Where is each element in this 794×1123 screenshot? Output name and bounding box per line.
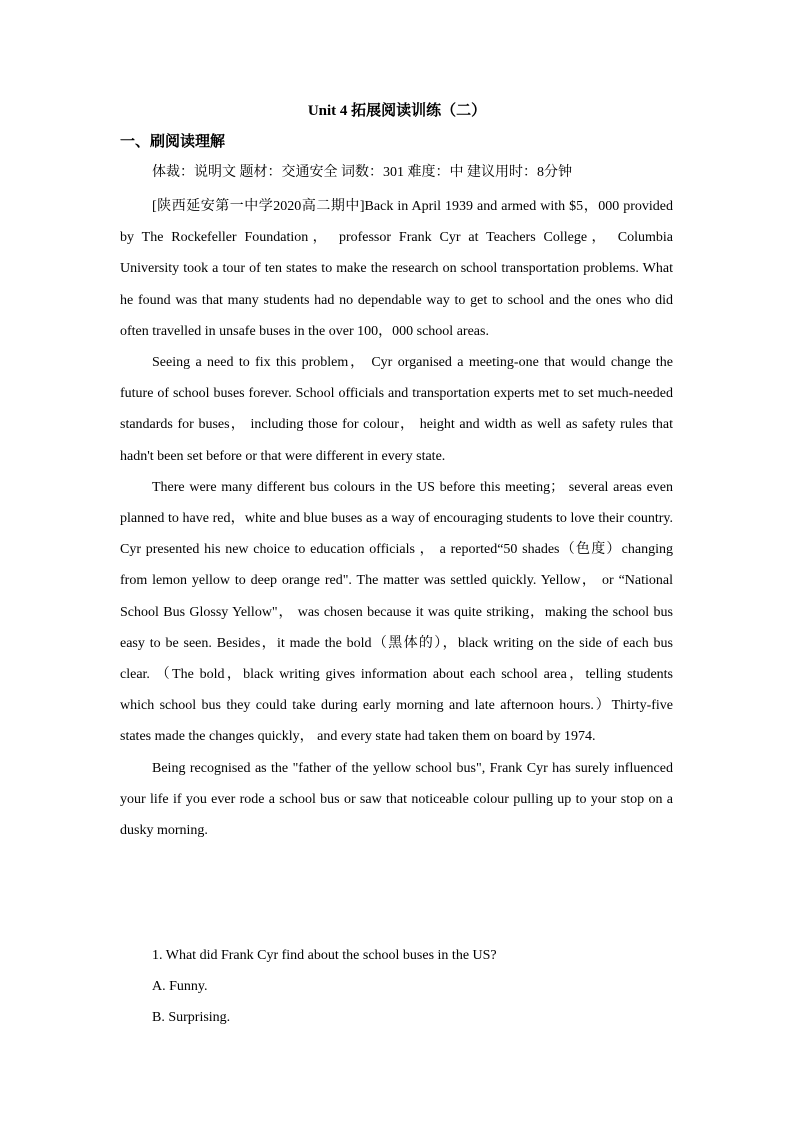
question-option-a: A. Funny. — [152, 979, 208, 995]
document-title: Unit 4 拓展阅读训练（二） — [307, 103, 487, 119]
section-heading: 一、刷阅读理解 — [120, 134, 226, 150]
reading-passage — [120, 191, 673, 846]
passage-paragraph-2: Seeing a need to fix this problem， Cyr organised a meeting-one that would change the future of school buses forever. School officials and transportation experts met to set much-needed standards for buses， including those for colour， height and width as well as safety rules that hadn't been set before or that were different in every state. — [120, 355, 673, 464]
passage-paragraph-3: There were many different bus colours in the US before this meeting； several areas even planned to have red，white and blue buses as a way of encouraging students to love their country. Cyr presented his new choice to education officials ， a reported“50 shades（色度）changing from lemon yellow to deep orange red". The matter was settled quickly. Yellow， or “National School Bus Glossy Yellow"， was chosen because it was quite striking，making the school bus easy to be seen. Besides，it made the bold（黑体的），black writing on the side of each bus clear. （The bold，black writing gives information about each school area，telling students which school bus they could take during early morning and late afternoon hours.）Thirty-five states made the changes quickly， and every state had taken them on board by 1974. — [120, 479, 673, 745]
question-option-b: B. Surprising. — [152, 1010, 231, 1026]
question-block — [152, 940, 497, 1034]
question-stem: 1. What did Frank Cyr find about the school buses in the US? — [152, 948, 497, 963]
passage-paragraph-1: [陕西延安第一中学2020高二期中]Back in April 1939 and armed with $5，000 provided by The Rockefeller Foundation， professor Frank Cyr at Teachers College， Columbia University took a tour of ten states to make the research on school transportation problems. What he found was that many students had no dependable way to get to school and the ones who did often travelled in unsafe buses in the over 100，000 school areas. — [120, 199, 673, 339]
passage-paragraph-4: Being recognised as the "father of the yellow school bus", Frank Cyr has surely influenced your life if you ever rode a school bus or saw that noticeable colour pulling up to your stop on a dusky morning. — [120, 760, 673, 839]
passage-meta-info: 体裁：说明文 题材：交通安全 词数：301 难度：中 建议用时：8分钟 — [152, 165, 572, 180]
